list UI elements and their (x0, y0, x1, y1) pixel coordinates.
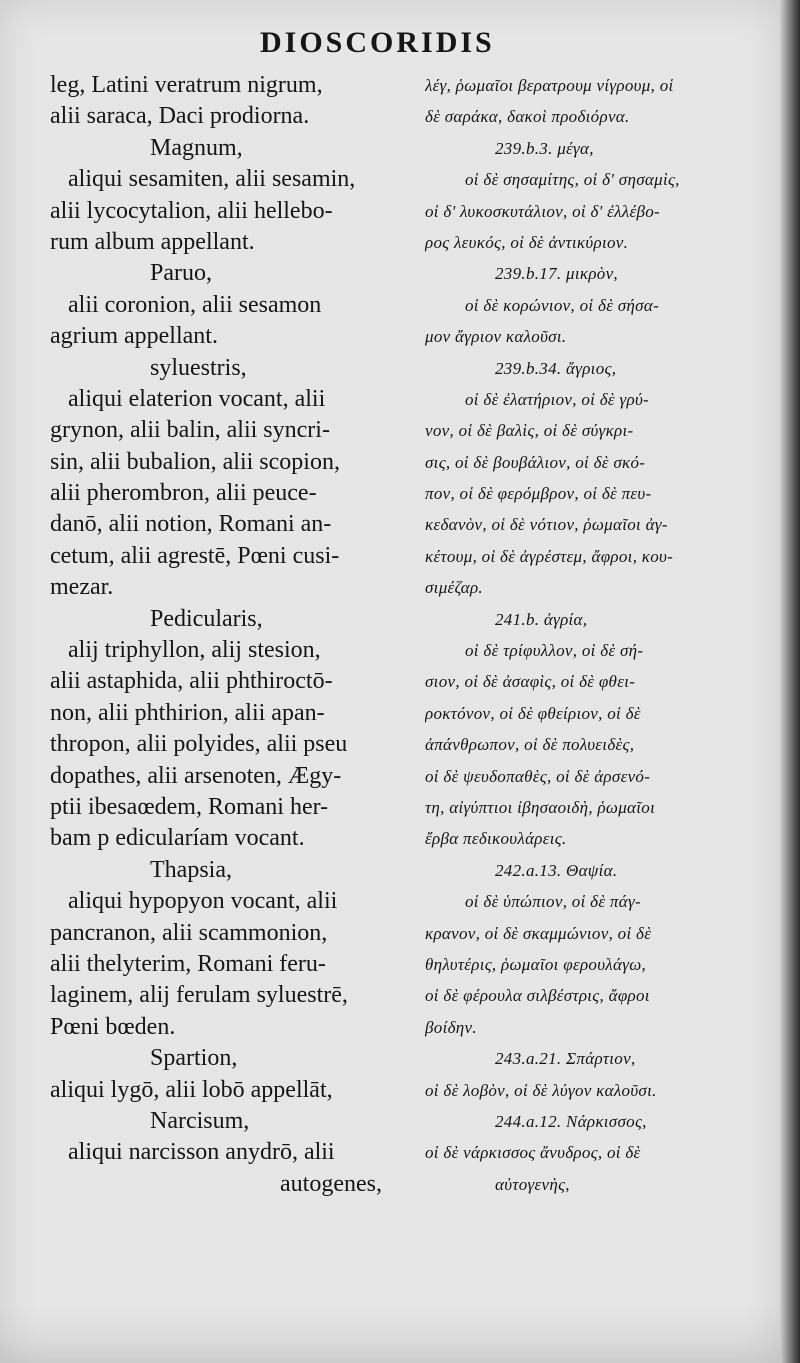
greek-line: 239.b.34. ἄγριος, (495, 358, 617, 378)
greek-line: κρανον, οἱ δὲ σκαμμώνιον, οἱ δὲ (425, 923, 652, 943)
greek-line: νον, οἱ δὲ βαλὶς, οἱ δὲ σύγκρι- (425, 421, 634, 441)
greek-line: βοίδην. (425, 1017, 477, 1037)
page-edge (780, 0, 800, 1363)
latin-column (50, 70, 420, 1200)
page-shadow (0, 1303, 780, 1363)
greek-line: σις, οἱ δὲ βουβάλιον, οἱ δὲ σκό- (425, 452, 646, 472)
greek-line: ροκτόνον, οἱ δὲ φθείριον, οἱ δὲ (425, 703, 641, 723)
latin-line: cetum, alii agrestē, Pœni cusi- (50, 542, 340, 569)
greek-line: δὲ σαράκα, δακοὶ προδιόρνα. (425, 107, 630, 127)
greek-line: οἱ δὲ ὑπώπιον, οἱ δὲ πάγ- (465, 892, 641, 912)
greek-line: οἱ δὲ φέρουλα σιλβέστρις, ἄφροι (425, 986, 650, 1006)
greek-line: οἱ δὲ τρίφυλλον, οἱ δὲ σή- (465, 641, 644, 661)
latin-line: non, alii phthirion, alii apan- (50, 699, 325, 726)
greek-line: 244.a.12. Νάρκισσος, (495, 1111, 647, 1131)
greek-line: μον ἄγριον καλοῦσι. (425, 327, 567, 347)
greek-line: οἱ δὲ κορώνιον, οἱ δὲ σήσα- (465, 295, 660, 315)
greek-line: λέγ, ῥωμαῖοι βερατρουμ νίγρουμ, οἱ (425, 76, 674, 95)
latin-line: alii saraca, Daci prodiorna. (50, 103, 310, 130)
latin-line: autogenes, (280, 1170, 382, 1197)
latin-line: thropon, alii polyides, alii pseu (50, 731, 348, 758)
greek-line: αὐτογενὴς, (495, 1174, 570, 1194)
latin-line: aliqui narcisson anydrō, alii (68, 1139, 335, 1166)
latin-line: pancranon, alii scammonion, (50, 919, 328, 946)
greek-line: σιον, οἱ δὲ ἀσαφὶς, οἱ δὲ φθει- (425, 672, 636, 692)
latin-line: Pœni bœden. (50, 1013, 176, 1040)
latin-line: aliqui hypopyon vocant, alii (68, 888, 338, 915)
latin-line: grynon, alii balin, alii syncri- (50, 417, 330, 444)
greek-line: οἱ δὲ ἐλατήριον, οἱ δὲ γρύ- (465, 389, 650, 409)
greek-line: οἱ δ' λυκοσκυτάλιον, οἱ δ' ἐλλέβο- (425, 201, 660, 221)
greek-line: θηλυτέρις, ῥωμαῖοι φερουλάγω, (425, 954, 647, 974)
latin-line: aliqui elaterion vocant, alii (68, 385, 326, 412)
latin-line: alii coronion, alii sesamon (68, 291, 322, 318)
latin-line: alii thelyterim, Romani feru- (50, 950, 326, 977)
greek-line: ἀπάνθρωπον, οἱ δὲ πολυειδὲς, (425, 735, 635, 755)
greek-line: οἱ δὲ λοβὸν, οἱ δὲ λύγον καλοῦσι. (425, 1080, 657, 1100)
latin-line: danō, alii notion, Romani an- (50, 511, 332, 538)
latin-line: Thapsia, (150, 856, 232, 883)
latin-line: ptii ibesaœdem, Romani her- (50, 793, 329, 820)
latin-line: agrium appellant. (50, 323, 218, 350)
latin-line: alii pherombron, alii peuce- (50, 480, 317, 507)
latin-line: sin, alii bubalion, alii scopion, (50, 448, 340, 475)
greek-line: κεδανὸν, οἱ δὲ νότιον, ῥωμαῖοι ἀγ- (425, 515, 668, 535)
page-header-title: DIOSCORIDIS (260, 26, 495, 59)
latin-line: alii lycocytalion, alii hellebo- (50, 197, 333, 224)
greek-line: 242.a.13. Θαψία. (495, 860, 618, 880)
latin-line: dopathes, alii arsenoten, Ægy- (50, 762, 342, 789)
greek-line: ἔρβα πεδικουλάρεις. (425, 829, 567, 849)
latin-line: Magnum, (150, 134, 243, 161)
latin-line: alii astaphida, alii phthiroctō- (50, 668, 333, 695)
latin-line: Paruo, (150, 260, 212, 287)
greek-line: κέτουμ, οἱ δὲ ἀγρέστεμ, ἄφροι, κου- (425, 546, 674, 566)
greek-line: ρος λευκός, οἱ δὲ ἀντικύριον. (425, 232, 629, 252)
greek-column (425, 70, 765, 1200)
latin-line: bam p edicularíam vocant. (50, 825, 305, 852)
greek-line: οἱ δὲ ψευδοπαθὲς, οἱ δὲ ἀρσενό- (425, 766, 651, 786)
greek-line: τη, αἰγύπτιοι ἰβησαοιδὴ, ῥωμαῖοι (425, 797, 656, 817)
greek-line: οἱ δὲ νάρκισσος ἄνυδρος, οἱ δὲ (425, 1143, 641, 1163)
greek-line: 239.b.17. μικρὸν, (495, 264, 618, 284)
latin-line: syluestris, (150, 354, 247, 381)
latin-line: aliqui lygō, alii lobō appellāt, (50, 1076, 333, 1103)
greek-line: πον, οἱ δὲ φερόμβρον, οἱ δὲ πευ- (425, 484, 652, 504)
greek-line: 241.b. ἀγρία, (495, 609, 588, 629)
latin-line: alij triphyllon, alij stesion, (68, 637, 321, 664)
latin-line: rum album appellant. (50, 228, 255, 255)
latin-line: aliqui sesamiten, alii sesamin, (68, 166, 356, 193)
latin-line: Narcisum, (150, 1107, 250, 1134)
latin-line: mezar. (50, 574, 114, 601)
greek-line: σιμέζαρ. (425, 578, 483, 598)
greek-line: 243.a.21. Σπάρτιον, (495, 1049, 636, 1069)
latin-line: Spartion, (150, 1045, 238, 1072)
latin-line: Pedicularis, (150, 605, 263, 632)
greek-line: 239.b.3. μέγα, (495, 138, 594, 158)
latin-line: laginem, alij ferulam syluestrē, (50, 982, 348, 1009)
greek-line: οἱ δὲ σησαμίτης, οἱ δ' σησαμὶς, (465, 170, 680, 190)
latin-line: leg, Latini veratrum nigrum, (50, 72, 323, 98)
